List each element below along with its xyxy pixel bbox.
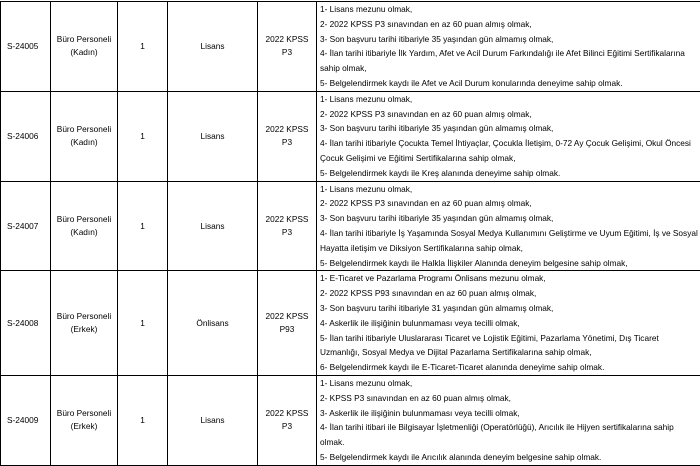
position-title-line: (Kadın) [51,136,117,149]
requirement-item: 3- Son başvuru tarihi itibariyle 31 yaşından gün almamış olmak, [320,301,698,316]
position-title-line: Büro Personeli [51,213,117,226]
requirement-item: 1- Lisans mezunu olmak, [320,2,698,17]
position-count: 1 [118,181,168,271]
requirement-item: 3- Son başvuru tarihi itibariyle 35 yaşından gün almamış olmak, [320,121,698,136]
requirement-item: 6- Belgelendirmek kaydı ile E-Ticaret-Ticaret alanında deneyime sahip olmak. [320,360,698,375]
requirement-item: 5- Belgelendirmek kaydı ile Kreş alanında deneyime sahip olmak. [320,166,698,181]
requirement-item: 4- İlan tarihi itibariyle İş Yaşamında Sosyal Medya Kullanımını Geliştirme ve Uyum Eğitimi, İş ve Sosyal Hayatta iletişim ve Diksiyon Sertifikalarına sahip olmak, [320,226,698,256]
table-row [1,91,700,181]
position-title-line: Büro Personeli [51,33,117,46]
position-title-line: Büro Personeli [51,407,117,420]
table-row [1,271,700,376]
requirement-item: 2- 2022 KPSS P3 sınavından en az 60 puan almış olmak, [320,17,698,32]
exam-line: 2022 KPSS [258,310,316,323]
requirement-item: 5- İlan tarihi itibariyle Uluslararası Ticaret ve Lojistik Eğitimi, Pazarlama Yönetimi, Dış Ticaret Uzmanlığı, Sosyal Medya ve Dijital Pazarlama Sertifikalarına sahip olmak, [320,331,698,361]
job-requirements-table [0,1,700,466]
exam-line: 2022 KPSS [258,33,316,46]
exam-score-type [258,2,317,92]
requirements-cell [317,271,700,376]
requirement-item: 5- Belgelendirmek kaydı ile Halkla İlişkiler Alanında deneyim belgesine sahip olmak, [320,256,698,271]
education-level: Önlisans [168,271,258,376]
position-title-line: Büro Personeli [51,123,117,136]
requirement-item: 3- Son başvuru tarihi itibariyle 35 yaşından gün almamış olmak, [320,211,698,226]
table-row [1,375,700,465]
exam-line: P3 [258,420,316,433]
position-title-line: (Erkek) [51,420,117,433]
position-code: S-24009 [1,375,51,465]
position-title [51,91,118,181]
requirement-item: 2- KPSS P3 sınavından en az 60 puan almış olmak, [320,391,698,406]
exam-line: 2022 KPSS [258,407,316,420]
position-code: S-24006 [1,91,51,181]
requirements-cell [317,91,700,181]
exam-score-type [258,181,317,271]
requirement-item: 1- Lisans mezunu olmak, [320,376,698,391]
requirement-item: 2- 2022 KPSS P3 sınavından en az 60 puan almış olmak, [320,196,698,211]
position-title-line: Büro Personeli [51,310,117,323]
table-row [1,2,700,92]
exam-line: P3 [258,226,316,239]
exam-line: 2022 KPSS [258,213,316,226]
requirement-item: 2- 2022 KPSS P3 sınavından en az 60 puan almış olmak, [320,107,698,122]
position-title [51,2,118,92]
exam-line: P93 [258,323,316,336]
position-title [51,375,118,465]
table-row [1,181,700,271]
requirement-item: 2- 2022 KPSS P93 sınavından en az 60 puan almış olmak, [320,286,698,301]
requirement-item: 1- Lisans mezunu olmak, [320,92,698,107]
requirement-item: 3- Askerlik ile ilişiğinin bulunmaması veya tecilli olmak, [320,406,698,421]
position-code: S-24005 [1,2,51,92]
requirements-cell [317,2,700,92]
exam-line: P3 [258,136,316,149]
position-count: 1 [118,375,168,465]
position-title [51,181,118,271]
education-level: Lisans [168,181,258,271]
exam-score-type [258,271,317,376]
position-count: 1 [118,91,168,181]
education-level: Lisans [168,91,258,181]
position-code: S-24008 [1,271,51,376]
requirement-item: 1- E-Ticaret ve Pazarlama Programı Önlisans mezunu olmak, [320,271,698,286]
education-level: Lisans [168,375,258,465]
position-title-line: (Erkek) [51,323,117,336]
exam-line: 2022 KPSS [258,123,316,136]
position-title-line: (Kadın) [51,226,117,239]
position-title-line: (Kadın) [51,46,117,59]
requirement-item: 3- Son başvuru tarihi itibariyle 35 yaşından gün almamış olmak, [320,32,698,47]
exam-line: P3 [258,46,316,59]
requirement-item: 4- İlan tarihi itibariyle İlk Yardım, Afet ve Acil Durum Farkındalığı ile Afet Bilinci Eğitimi Sertifikalarına sahip olmak, [320,46,698,76]
requirement-item: 5- Belgelendirmek kaydı ile Afet ve Acil Durum konularında deneyime sahip olmak. [320,76,698,91]
requirement-item: 4- İlan tarihi itibariyle Çocukta Temel İhtiyaçlar, Çocukla İletişim, 0-72 Ay Çocuk Gelişimi, Okul Öncesi Çocuk Gelişimi ve Eğitimi Sertifikalarına sahip olmak, [320,136,698,166]
position-title [51,271,118,376]
exam-score-type [258,91,317,181]
position-count: 1 [118,2,168,92]
requirements-cell [317,375,700,465]
requirement-item: 4- İlan tarihi itibari ile Bilgisayar İşletmenliği (Operatörlüğü), Arıcılık ile Hijyen sertifikalarına sahip olmak. [320,420,698,450]
education-level: Lisans [168,2,258,92]
requirements-cell [317,181,700,271]
position-code: S-24007 [1,181,51,271]
exam-score-type [258,375,317,465]
requirement-item: 1- Lisans mezunu olmak, [320,182,698,197]
position-count: 1 [118,271,168,376]
requirement-item: 5- Belgelendirmek kaydı ile Arıcılık alanında deneyim belgesine sahip olmak. [320,450,698,465]
requirement-item: 4- Askerlik ile ilişiğinin bulunmaması veya tecilli olmak, [320,316,698,331]
